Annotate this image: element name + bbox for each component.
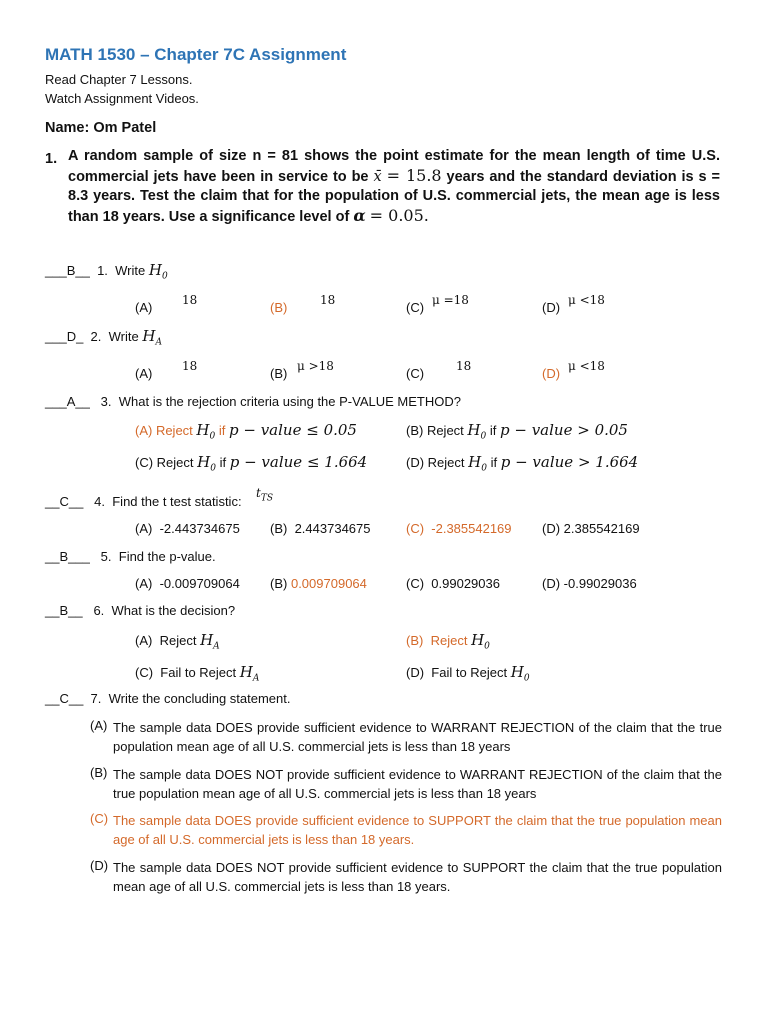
- if-word: if: [490, 455, 498, 470]
- question-text: Write the concluding statement.: [108, 691, 291, 706]
- answer-blank[interactable]: ___D_: [45, 329, 84, 344]
- q6-option-d[interactable]: [406, 663, 530, 684]
- h-symbol: H: [142, 327, 156, 345]
- option-label: (B): [270, 366, 288, 381]
- option-label: (B): [270, 576, 288, 591]
- h-symbol: H: [148, 261, 162, 279]
- answer-blank[interactable]: ___B__: [45, 263, 90, 278]
- q7-option-b-text: The sample data DOES NOT provide sufficient evidence to WARRANT REJECTION of the claim that the true population mean age of all U.S. commercial jets is less than 18 years: [113, 767, 722, 801]
- question-4-prompt: [45, 494, 242, 509]
- question-number: 5.: [100, 549, 112, 564]
- h-subscript: 0: [481, 463, 487, 474]
- q4-option-c[interactable]: [406, 521, 512, 536]
- condition: p − value > 0.05: [500, 421, 628, 439]
- q7-option-c-text: The sample data DOES provide sufficient evidence to SUPPORT the claim that the true population mean age of all U.S. commercial jets is less than 18 years.: [113, 813, 722, 847]
- question-number: 3.: [100, 394, 112, 409]
- answer-blank[interactable]: ___A__: [45, 394, 90, 409]
- xbar-symbol: x̄: [373, 169, 382, 185]
- q2-option-c[interactable]: [406, 366, 424, 381]
- question-number: 2.: [90, 329, 102, 344]
- option-text: Reject: [159, 633, 197, 648]
- question-number: 4.: [94, 494, 105, 509]
- h-subscript: 0: [161, 271, 168, 282]
- answer-blank[interactable]: __B___: [45, 549, 90, 564]
- q7-option-a-text: The sample data DOES provide sufficient evidence to WARRANT REJECTION of the claim that the true population mean age of all U.S. commercial jets is less than 18 years: [113, 720, 722, 754]
- option-label: (D): [542, 366, 561, 381]
- if-word: if: [489, 423, 497, 438]
- h-subscript: 0: [210, 463, 216, 474]
- h-subscript: A: [155, 337, 162, 348]
- q5-option-d[interactable]: [542, 576, 637, 591]
- q4-option-a[interactable]: [135, 521, 240, 536]
- question-text: Find the p-value.: [118, 549, 216, 564]
- q1-option-a[interactable]: [135, 300, 152, 315]
- q7-option-d-label[interactable]: (D): [90, 858, 109, 873]
- q1-option-c-math: μ =18: [432, 293, 469, 307]
- page-title: MATH 1530 – Chapter 7C Assignment: [45, 45, 347, 64]
- option-label: (A): [135, 633, 153, 648]
- q2-option-c-math: 18: [456, 359, 472, 373]
- q4-option-b[interactable]: [270, 521, 371, 536]
- option-value: 0.009709064: [290, 576, 367, 591]
- h-symbol: H: [467, 421, 481, 439]
- option-label: (A): [135, 366, 153, 381]
- option-value: -0.009709064: [159, 576, 240, 591]
- option-text: Fail to Reject: [160, 665, 237, 680]
- option-label: (C): [406, 366, 425, 381]
- option-label: (D): [542, 576, 561, 591]
- h-subscript: 0: [484, 641, 490, 652]
- alpha-symbol: α: [353, 206, 366, 225]
- problem-text-b: years and the standard deviation is s = 8.3 years. Test the claim that for the population of U.S. commercial jets, the mean age is less than 18 years. Use a significance level of: [68, 169, 721, 225]
- option-text: Reject: [430, 633, 468, 648]
- h-subscript: 0: [480, 431, 487, 442]
- q2-option-a-math: 18: [182, 359, 198, 373]
- answer-blank[interactable]: __C__: [45, 691, 84, 706]
- q1-option-b[interactable]: [270, 300, 287, 315]
- q7-option-a-label[interactable]: (A): [90, 718, 108, 733]
- alpha-value: = 0.05.: [369, 206, 429, 225]
- h-symbol: H: [239, 663, 253, 681]
- h-subscript: A: [213, 641, 220, 652]
- name-label: Name:: [45, 120, 90, 136]
- if-word: if: [219, 455, 227, 470]
- question-text: What is the rejection criteria using the P-VALUE METHOD?: [118, 394, 461, 409]
- q6-option-c[interactable]: [135, 663, 259, 684]
- h-symbol: H: [200, 631, 214, 649]
- question-1-prompt: [45, 261, 168, 282]
- option-label: (A): [135, 521, 153, 536]
- if-word: if: [218, 423, 226, 438]
- option-label: (D): [542, 521, 561, 536]
- q2-option-b-math: μ >18: [297, 359, 334, 373]
- q5-option-a[interactable]: [135, 576, 240, 591]
- question-2-prompt: [45, 327, 162, 348]
- h-symbol: H: [196, 421, 210, 439]
- q1-option-c[interactable]: [406, 300, 424, 315]
- t-ts-symbol: [256, 486, 273, 503]
- instruction-read: Read Chapter 7 Lessons.: [45, 72, 193, 87]
- q2-option-a[interactable]: [135, 366, 152, 381]
- xbar-value: = 15.8: [386, 166, 442, 185]
- h-symbol: H: [471, 631, 485, 649]
- option-value: 0.99029036: [431, 576, 500, 591]
- h-symbol: H: [468, 453, 482, 471]
- option-label: (B) Reject: [406, 423, 464, 438]
- option-label: (B): [270, 521, 288, 536]
- question-6-prompt: [45, 603, 235, 618]
- option-label: (C) Reject: [135, 455, 194, 470]
- q7-option-d-text: The sample data DOES NOT provide sufficient evidence to SUPPORT the claim that the true population mean age of all U.S. commercial jets is less than 18 years.: [113, 860, 722, 894]
- condition: p − value ≤ 1.664: [229, 453, 368, 471]
- option-value: -0.99029036: [563, 576, 637, 591]
- h-symbol: H: [197, 453, 211, 471]
- option-label: (A): [135, 300, 153, 315]
- q3-option-d[interactable]: [406, 453, 638, 474]
- option-label: (D) Reject: [406, 455, 465, 470]
- question-5-prompt: [45, 549, 216, 564]
- question-number: 6.: [93, 603, 105, 618]
- h-subscript: 0: [523, 673, 530, 684]
- question-text: Write: [108, 329, 139, 344]
- problem-statement: [68, 147, 720, 227]
- question-3-prompt: [45, 394, 461, 409]
- option-value: -2.385542169: [431, 521, 512, 536]
- option-label: (C): [135, 665, 154, 680]
- problem-text-a: A random sample of size n = 81 shows the point estimate for the mean length of time U.S. commercial jets have been in service to be: [68, 148, 720, 185]
- t-subscript: TS: [260, 493, 273, 504]
- h-subscript: A: [252, 673, 260, 684]
- instruction-watch: Watch Assignment Videos.: [45, 91, 199, 106]
- answer-blank[interactable]: __B__: [45, 603, 83, 618]
- q4-option-d[interactable]: [542, 521, 640, 536]
- option-label: (C): [406, 576, 425, 591]
- question-number: 1.: [97, 263, 108, 278]
- q7-option-b-label[interactable]: (B): [90, 765, 108, 780]
- question-7-prompt: [45, 691, 290, 706]
- q2-option-d-math: μ <18: [568, 359, 605, 373]
- question-number: 7.: [90, 691, 102, 706]
- option-value: -2.443734675: [159, 521, 240, 536]
- h-symbol: H: [510, 663, 524, 681]
- q5-option-c[interactable]: [406, 576, 500, 591]
- option-label: (D): [406, 665, 425, 680]
- option-value: 2.443734675: [294, 521, 371, 536]
- problem-number: 1.: [45, 151, 58, 167]
- q7-option-c-label[interactable]: (C): [90, 811, 109, 826]
- q1-option-a-math: 18: [182, 293, 198, 307]
- name-value: Om Patel: [93, 120, 157, 136]
- q6-option-a[interactable]: [135, 631, 220, 652]
- q2-option-b[interactable]: [270, 366, 287, 381]
- question-text: Write: [115, 263, 146, 278]
- option-label: (D): [542, 300, 561, 315]
- option-text: Fail to Reject: [431, 665, 508, 680]
- option-label: (B): [270, 300, 288, 315]
- q3-option-b[interactable]: [406, 421, 628, 442]
- q5-option-b[interactable]: [270, 576, 367, 591]
- option-label: (A) Reject: [135, 423, 193, 438]
- condition: p − value ≤ 0.05: [229, 421, 357, 439]
- option-value: 2.385542169: [563, 521, 640, 536]
- option-label: (A): [135, 576, 153, 591]
- question-text: Find the t test statistic:: [112, 494, 242, 509]
- option-label: (C): [406, 521, 425, 536]
- option-label: (C): [406, 300, 425, 315]
- q2-option-d[interactable]: [542, 366, 560, 381]
- t-symbol: t: [256, 486, 261, 500]
- student-name: [45, 120, 156, 136]
- answer-blank[interactable]: __C__: [45, 494, 84, 509]
- q3-option-c[interactable]: [135, 453, 367, 474]
- condition: p − value > 1.664: [500, 453, 639, 471]
- h-subscript: 0: [209, 431, 216, 442]
- question-text: What is the decision?: [111, 603, 236, 618]
- q1-option-d-math: μ <18: [568, 293, 605, 307]
- q1-option-d[interactable]: [542, 300, 560, 315]
- q1-option-b-math: 18: [320, 293, 336, 307]
- option-label: (B): [406, 633, 424, 648]
- q6-option-b[interactable]: [406, 631, 490, 652]
- q3-option-a[interactable]: [135, 421, 357, 442]
